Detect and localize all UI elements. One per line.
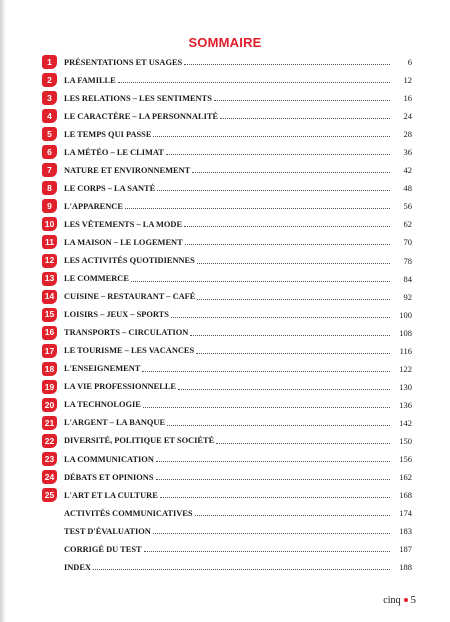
toc-entry-line xyxy=(64,288,412,306)
toc-entry-label: DÉBATS ET OPINIONS xyxy=(64,472,154,482)
dot-leader xyxy=(197,263,390,264)
chapter-number-badge: 16 xyxy=(42,326,57,340)
toc-entry-line xyxy=(64,432,412,450)
toc-entry-page: 183 xyxy=(399,526,412,537)
table-of-contents xyxy=(40,53,412,576)
toc-entry-page: 16 xyxy=(403,93,412,104)
toc-entry-page: 24 xyxy=(403,111,412,122)
toc-entry-line xyxy=(64,143,412,161)
toc-entry-label: LOISIRS – JEUX – SPORTS xyxy=(64,310,169,320)
dot-leader xyxy=(214,100,390,101)
chapter-number-badge: 24 xyxy=(42,470,57,484)
dot-leader xyxy=(171,317,390,318)
toc-entry[interactable] xyxy=(40,522,412,540)
chapter-number-badge: 9 xyxy=(42,199,57,213)
toc-entry-label: LES ACTIVITÉS QUOTIDIENNES xyxy=(64,256,195,266)
toc-entry-line xyxy=(64,378,412,396)
chapter-number-badge: 19 xyxy=(42,380,57,394)
toc-entry-line xyxy=(64,414,412,432)
toc-entry[interactable] xyxy=(40,414,412,432)
toc-entry-label: LA MÉTÉO – LE CLIMAT xyxy=(64,147,164,157)
toc-entry-line xyxy=(64,396,412,414)
toc-entry[interactable] xyxy=(40,450,412,468)
toc-entry[interactable] xyxy=(40,270,412,288)
footer-separator-dot xyxy=(404,598,408,602)
toc-entry-line xyxy=(64,468,412,486)
toc-entry-page: 156 xyxy=(399,454,412,465)
toc-entry[interactable] xyxy=(40,432,412,450)
dot-leader xyxy=(220,118,390,119)
toc-entry-page: 62 xyxy=(403,219,412,230)
chapter-number-badge: 2 xyxy=(42,73,57,87)
toc-entry-page: 6 xyxy=(407,57,412,67)
toc-entry-page: 162 xyxy=(399,472,412,483)
dot-leader xyxy=(184,226,390,227)
chapter-number-badge: 22 xyxy=(42,434,57,448)
dot-leader xyxy=(185,244,390,245)
toc-entry-line xyxy=(64,233,412,251)
toc-entry[interactable] xyxy=(40,179,412,197)
toc-entry-label: LE TEMPS QUI PASSE xyxy=(64,129,152,139)
toc-entry-label: LA COMMUNICATION xyxy=(64,454,154,464)
toc-entry-line xyxy=(64,486,412,504)
dot-leader xyxy=(153,533,390,534)
chapter-number-badge: 6 xyxy=(42,145,57,159)
toc-entry-line xyxy=(64,360,412,378)
toc-entry-page: 130 xyxy=(399,381,412,392)
chapter-number-badge: 10 xyxy=(42,217,57,231)
toc-entry-page: 56 xyxy=(403,201,412,212)
dot-leader xyxy=(156,461,390,462)
chapter-number-badge: 17 xyxy=(42,344,57,358)
toc-entry-label: CORRIGÉ DU TEST xyxy=(64,544,142,554)
toc-entry-page: 92 xyxy=(403,291,412,302)
toc-entry[interactable] xyxy=(40,215,412,233)
chapter-number-badge: 7 xyxy=(42,163,57,177)
toc-entry-line xyxy=(64,306,412,324)
chapter-number-badge: 4 xyxy=(42,109,57,123)
toc-entry-line xyxy=(64,540,412,558)
dot-leader xyxy=(125,208,390,209)
toc-entry-line xyxy=(64,179,412,197)
chapter-number-badge: 5 xyxy=(42,127,57,141)
dot-leader xyxy=(190,335,390,336)
toc-entry[interactable] xyxy=(40,197,412,215)
dot-leader xyxy=(144,551,390,552)
dot-leader xyxy=(153,136,390,137)
chapter-number-badge: 14 xyxy=(42,290,57,304)
toc-entry-page: 84 xyxy=(403,273,412,284)
toc-entry-page: 116 xyxy=(399,345,412,356)
dot-leader xyxy=(192,172,390,173)
toc-entry-line xyxy=(64,342,412,360)
page-edge-shadow xyxy=(0,0,6,622)
dot-leader xyxy=(216,443,390,444)
chapter-number-badge: 3 xyxy=(42,91,57,105)
toc-entry-label: LES RELATIONS – LES SENTIMENTS xyxy=(64,93,212,103)
toc-entry-label: L'ART ET LA CULTURE xyxy=(64,490,158,500)
toc-entry-label: LE CARACTÈRE – LA PERSONNALITÉ xyxy=(64,111,219,121)
dot-leader xyxy=(195,515,390,516)
toc-entry-page: 42 xyxy=(403,165,412,176)
toc-entry-page: 108 xyxy=(399,327,412,338)
toc-entry-line xyxy=(64,522,412,540)
dot-leader xyxy=(143,407,390,408)
toc-entry-label: DIVERSITÉ, POLITIQUE ET SOCIÉTÉ xyxy=(64,436,215,446)
toc-entry-page: 12 xyxy=(403,75,412,86)
toc-entry-line xyxy=(64,324,412,342)
toc-entry-line xyxy=(64,125,412,143)
dot-leader xyxy=(178,389,390,390)
chapter-number-badge: 18 xyxy=(42,362,57,376)
toc-entry-label: LA FAMILLE xyxy=(64,75,116,85)
chapter-number-badge: 25 xyxy=(42,488,57,502)
toc-entry[interactable] xyxy=(40,396,412,414)
toc-entry-label: INDEX xyxy=(64,562,91,572)
chapter-number-badge: 1 xyxy=(42,55,57,69)
footer-page-word: cinq xyxy=(383,594,401,606)
toc-entry[interactable] xyxy=(40,360,412,378)
toc-entry-page: 142 xyxy=(399,417,412,428)
toc-entry-label: NATURE ET ENVIRONNEMENT xyxy=(64,165,191,175)
chapter-number-badge: 8 xyxy=(42,181,57,195)
toc-entry-line xyxy=(64,53,412,71)
toc-entry-line xyxy=(64,161,412,179)
dot-leader xyxy=(157,190,390,191)
dot-leader xyxy=(118,82,390,83)
toc-entry[interactable] xyxy=(40,125,412,143)
toc-entry[interactable] xyxy=(40,288,412,306)
toc-entry-page: 122 xyxy=(399,363,412,374)
dot-leader xyxy=(196,353,390,354)
toc-entry[interactable] xyxy=(40,143,412,161)
toc-entry-label: LA TECHNOLOGIE xyxy=(64,400,141,410)
toc-entry[interactable] xyxy=(40,53,412,71)
toc-entry-line xyxy=(64,252,412,270)
dot-leader xyxy=(167,425,390,426)
toc-entry-page: 168 xyxy=(399,490,412,501)
toc-entry-line xyxy=(64,558,412,576)
toc-entry[interactable] xyxy=(40,71,412,89)
toc-entry-page: 174 xyxy=(399,508,412,519)
toc-entry-label: CUISINE – RESTAURANT – CAFÉ xyxy=(64,292,196,302)
chapter-number-badge: 12 xyxy=(42,254,57,268)
dot-leader xyxy=(93,569,390,570)
toc-entry-page: 188 xyxy=(399,562,412,573)
toc-entry-page: 48 xyxy=(403,183,412,194)
toc-entry-label: L'ARGENT – LA BANQUE xyxy=(64,418,166,428)
dot-leader xyxy=(160,497,390,498)
toc-entry-line xyxy=(64,450,412,468)
toc-entry-page: 36 xyxy=(403,147,412,158)
footer-page-number: 5 xyxy=(410,594,416,606)
toc-entry-page: 150 xyxy=(399,435,412,446)
toc-entry-line xyxy=(64,197,412,215)
chapter-number-badge: 13 xyxy=(42,272,57,286)
toc-entry-label: LE TOURISME – LES VACANCES xyxy=(64,346,195,356)
page-title: SOMMAIRE xyxy=(188,35,262,50)
page-footer xyxy=(383,594,416,606)
toc-entry-page: 100 xyxy=(399,309,412,320)
toc-entry-label: LES VÊTEMENTS – LA MODE xyxy=(64,219,183,229)
toc-entry-label: L'ENSEIGNEMENT xyxy=(64,364,141,374)
toc-entry-page: 187 xyxy=(399,544,412,555)
chapter-number-badge: 11 xyxy=(42,235,57,249)
toc-entry-label: LA MAISON – LE LOGEMENT xyxy=(64,237,183,247)
toc-entry-line xyxy=(64,270,412,288)
chapter-number-badge: 15 xyxy=(42,308,57,322)
toc-entry[interactable] xyxy=(40,504,412,522)
dot-leader xyxy=(156,479,390,480)
chapter-number-badge: 23 xyxy=(42,452,57,466)
toc-entry-page: 28 xyxy=(403,129,412,140)
toc-entry[interactable] xyxy=(40,558,412,576)
toc-entry-line xyxy=(64,107,412,125)
toc-entry-label: LA VIE PROFESSIONNELLE xyxy=(64,382,177,392)
toc-entry-label: LE COMMERCE xyxy=(64,274,129,284)
toc-entry-label: LE CORPS – LA SANTÉ xyxy=(64,183,156,193)
toc-entry[interactable] xyxy=(40,107,412,125)
toc-entry-line xyxy=(64,504,412,522)
toc-entry[interactable] xyxy=(40,233,412,251)
toc-entry-label: L'APPARENCE xyxy=(64,201,123,211)
chapter-number-badge: 21 xyxy=(42,416,57,430)
toc-entry[interactable] xyxy=(40,468,412,486)
toc-entry-page: 136 xyxy=(399,399,412,410)
toc-entry[interactable] xyxy=(40,342,412,360)
toc-entry-line xyxy=(64,71,412,89)
toc-entry-label: ACTIVITÉS COMMUNICATIVES xyxy=(64,508,193,518)
toc-entry[interactable] xyxy=(40,324,412,342)
toc-entry-label: TEST D'ÉVALUATION xyxy=(64,526,151,536)
dot-leader xyxy=(197,299,390,300)
toc-entry-line xyxy=(64,215,412,233)
toc-entry-label: TRANSPORTS – CIRCULATION xyxy=(64,328,189,338)
dot-leader xyxy=(142,371,390,372)
dot-leader xyxy=(131,281,390,282)
toc-entry[interactable] xyxy=(40,306,412,324)
toc-entry-page: 78 xyxy=(403,255,412,266)
chapter-number-badge: 20 xyxy=(42,398,57,412)
dot-leader xyxy=(184,64,390,65)
toc-entry[interactable] xyxy=(40,161,412,179)
toc-entry[interactable] xyxy=(40,540,412,558)
toc-entry[interactable] xyxy=(40,486,412,504)
toc-entry-page: 70 xyxy=(403,237,412,248)
toc-entry-label: PRÉSENTATIONS ET USAGES xyxy=(64,57,183,67)
toc-entry[interactable] xyxy=(40,89,412,107)
dot-leader xyxy=(166,154,390,155)
toc-entry[interactable] xyxy=(40,252,412,270)
toc-entry[interactable] xyxy=(40,378,412,396)
toc-entry-line xyxy=(64,89,412,107)
